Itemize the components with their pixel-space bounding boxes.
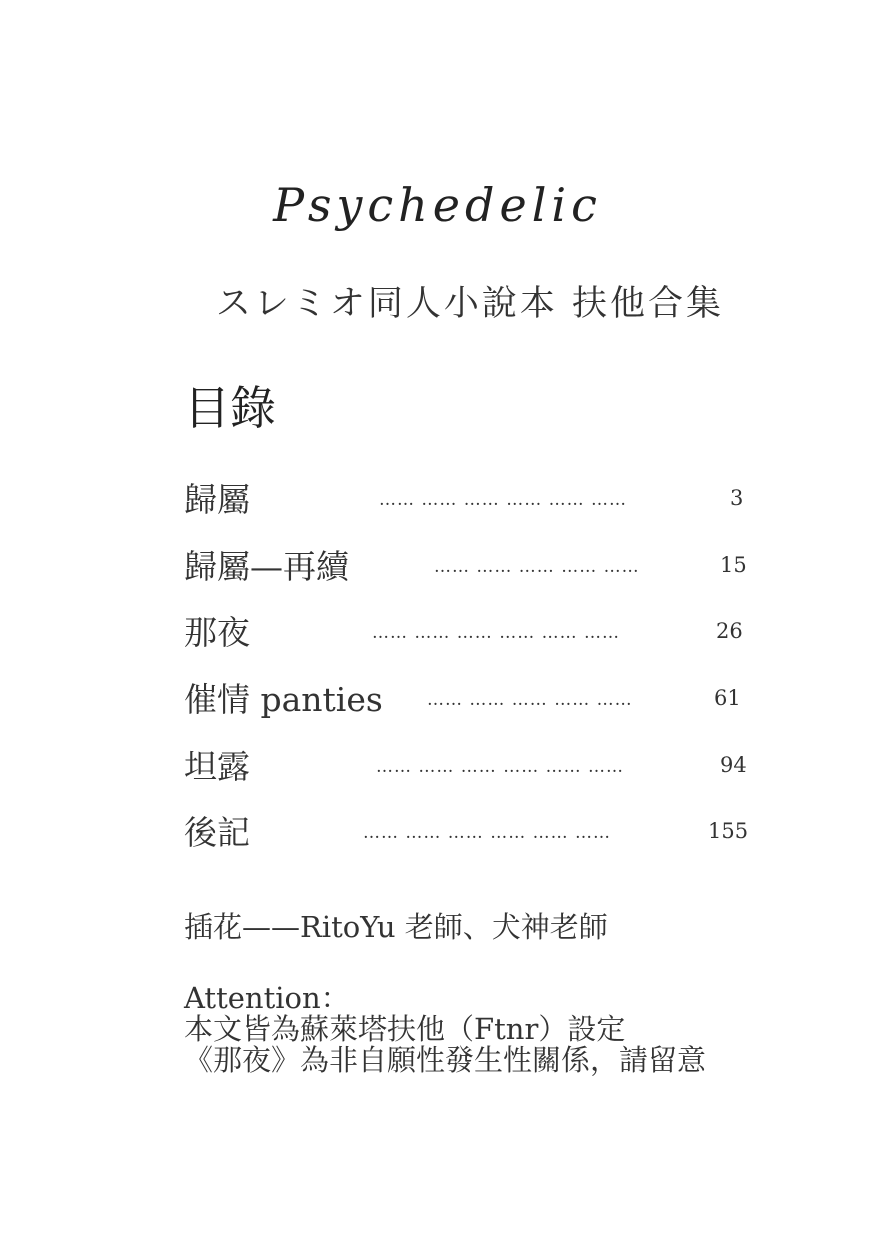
toc-entry-page: 26 <box>716 619 743 643</box>
toc-entry-leader: …… …… …… …… …… <box>434 557 640 577</box>
toc-entry-page: 3 <box>730 486 744 510</box>
toc-entry-page: 15 <box>720 553 747 577</box>
toc-entry <box>184 674 784 720</box>
toc-entry-page: 94 <box>720 753 747 777</box>
toc-entry-title: 坦露 <box>184 747 250 786</box>
book-subtitle: スレミオ同人小說本 扶他合集 <box>215 284 725 324</box>
toc-entry <box>184 541 784 587</box>
toc-entry-title: 歸屬 <box>184 480 250 519</box>
toc-entry-leader: …… …… …… …… …… …… <box>376 757 625 777</box>
toc-entry <box>184 741 784 787</box>
toc-heading: 目錄 <box>184 381 276 435</box>
toc-entry-leader: …… …… …… …… …… …… <box>363 823 612 843</box>
toc-entry-leader: …… …… …… …… …… …… <box>379 490 628 510</box>
attention-heading: Attention： <box>184 981 350 1015</box>
toc-entry-page: 61 <box>714 686 741 710</box>
toc-entry <box>184 474 784 520</box>
toc-entry-leader: …… …… …… …… …… …… <box>372 623 621 643</box>
toc-entry <box>184 607 784 653</box>
book-title: Psychedelic <box>273 178 602 232</box>
toc-entry-title: 後記 <box>184 813 250 852</box>
toc-entry-page: 155 <box>708 819 749 843</box>
attention-line: 本文皆為蘇萊塔扶他（Ftnr）設定 <box>184 1012 626 1046</box>
toc-entry-title: 那夜 <box>184 613 250 652</box>
illustration-credit: 插花——RitoYu 老師、犬神老師 <box>184 910 608 944</box>
attention-line: 《那夜》為非自願性發生性關係，請留意 <box>184 1043 707 1077</box>
toc-entry-leader: …… …… …… …… …… <box>427 690 633 710</box>
toc-entry-title: 歸屬—再續 <box>184 547 349 586</box>
toc-entry-title: 催情 panties <box>184 680 383 719</box>
toc-entry <box>184 807 784 853</box>
